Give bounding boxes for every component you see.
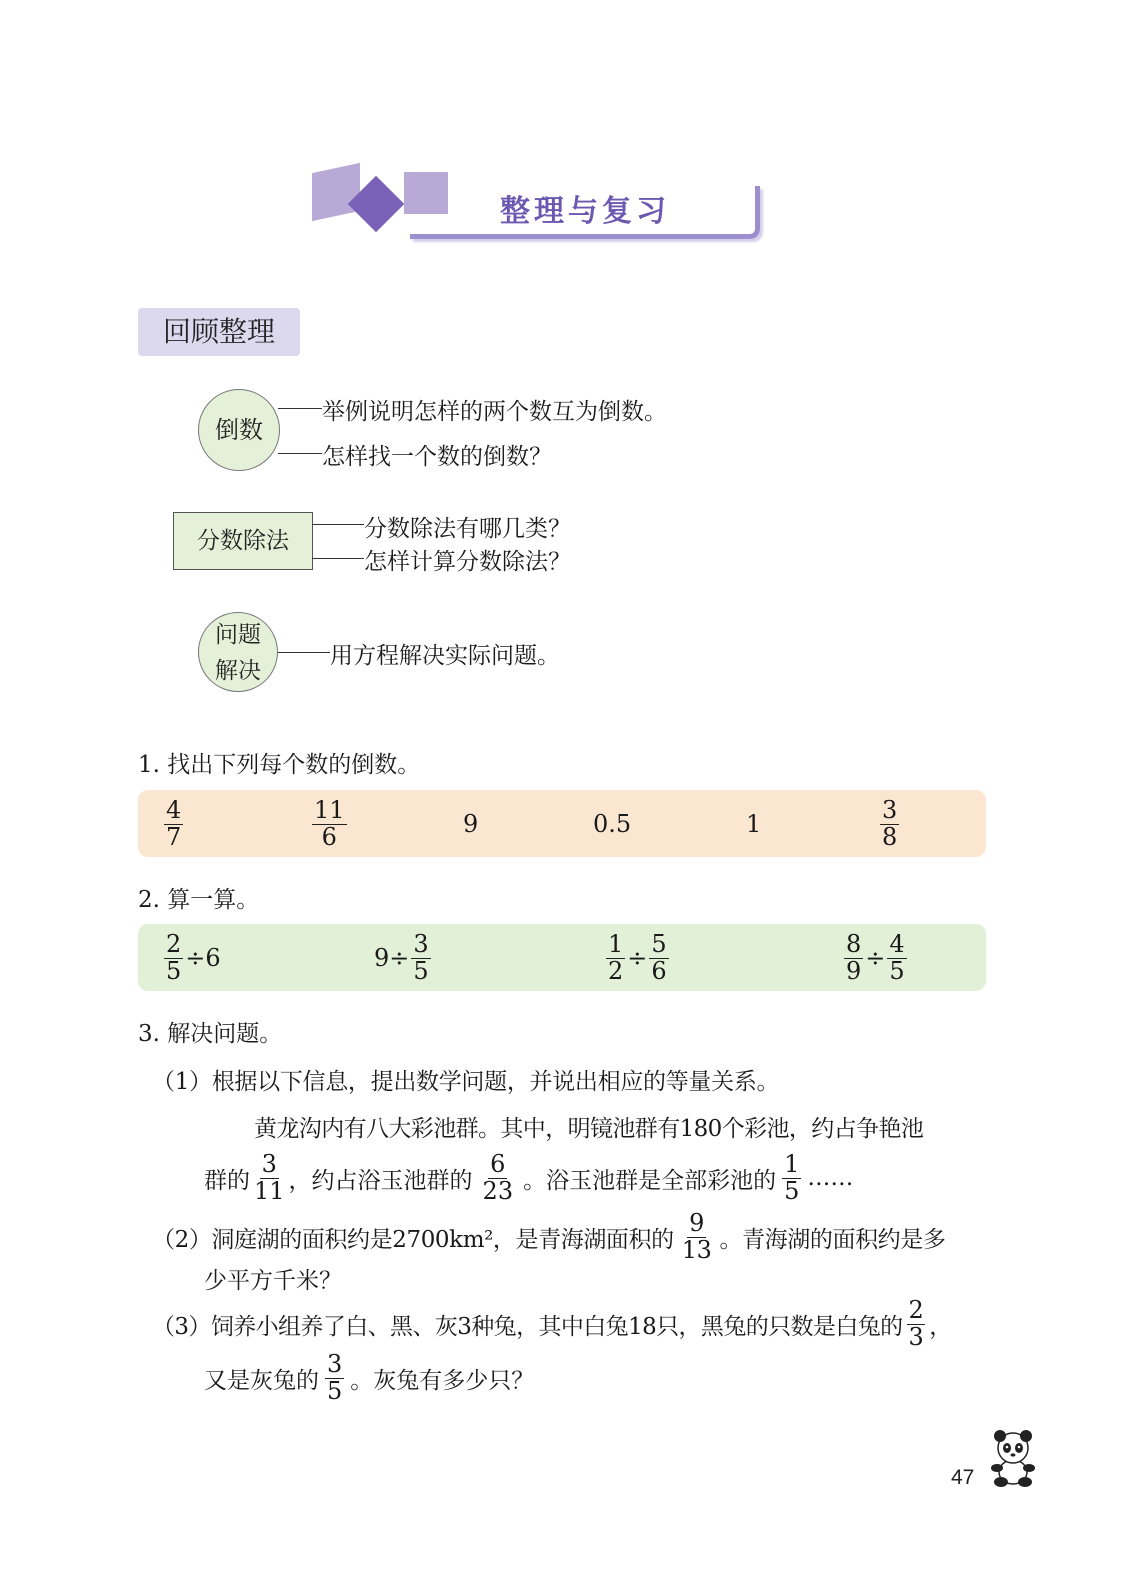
reciprocal-item: 举例说明怎样的两个数互为倒数。 (322, 399, 667, 425)
division-node: 分数除法 (173, 512, 313, 570)
fraction: $\frac{3}{11}$ (254, 1150, 285, 1205)
fraction: $\frac{5}{6}$ (651, 930, 667, 985)
connector-line (278, 453, 322, 454)
q1-number: 9 (463, 810, 479, 838)
q2-expression: 9÷ $\frac{3}{5}$ (374, 930, 429, 985)
header-decoration-square (404, 172, 448, 214)
q2-expression: $\frac{8}{9}$ ÷ $\frac{4}{5}$ (846, 930, 905, 985)
header-decoration-square (312, 163, 360, 221)
question-2-title: 2. 算一算。 (138, 887, 260, 913)
fraction: $\frac{1}{2}$ (608, 930, 624, 985)
division-item: 怎样计算分数除法？ (364, 549, 571, 575)
fraction: $\frac{11}{6}$ (314, 796, 345, 851)
fraction: $\frac{9}{13}$ (681, 1209, 712, 1264)
q3-part-2-line: （2）洞庭湖的面积约是2700km²，是青海湖面积的 $\frac{9}{13}$ 。青海湖的面积约是多 (152, 1209, 946, 1264)
question-1-bar (138, 790, 986, 857)
question-3-title: 3. 解决问题。 (138, 1021, 283, 1047)
fraction: $\frac{3}{8}$ (882, 796, 898, 851)
panda-icon (985, 1428, 1041, 1490)
q3-part-1-intro: （1）根据以下信息，提出数学问题，并说出相应的等量关系。 (152, 1069, 780, 1095)
division-item: 分数除法有哪几类？ (364, 516, 571, 542)
page-number: 47 (951, 1466, 975, 1489)
fraction: $\frac{3}{5}$ (413, 930, 429, 985)
reciprocal-item: 怎样找一个数的倒数？ (322, 444, 552, 470)
fraction: $\frac{4}{5}$ (889, 930, 905, 985)
problem-item: 用方程解决实际问题。 (330, 643, 560, 669)
q1-number: 1 (746, 810, 762, 838)
q1-number: 0.5 (593, 810, 632, 838)
q3-part-2-line: 少平方千米？ (204, 1268, 342, 1294)
q1-number (310, 796, 349, 852)
q3-part-1-line: 黄龙沟内有八大彩池群。其中，明镜池群有180个彩池，约占争艳池 (254, 1116, 924, 1142)
q1-number (878, 796, 901, 852)
q2-expression: $\frac{1}{2}$ ÷ $\frac{5}{6}$ (608, 930, 667, 985)
fraction: $\frac{1}{5}$ (784, 1150, 800, 1205)
fraction: $\frac{3}{5}$ (327, 1350, 343, 1405)
connector-line (278, 652, 330, 653)
node-label-line: 解决 (215, 658, 261, 684)
fraction: $\frac{8}{9}$ (846, 930, 862, 985)
q1-number (162, 796, 185, 852)
connector-line (278, 408, 322, 409)
q3-part-3-line: 又是灰兔的 $\frac{3}{5}$ 。灰兔有多少只？ (204, 1350, 535, 1405)
q3-part-1-line: 群的 $\frac{3}{11}$ ，约占浴玉池群的 $\frac{6}{23}$ 。浴玉池群是全部彩池的 $\frac{1}{5}$ …… (204, 1150, 854, 1205)
fraction: $\frac{2}{5}$ (166, 930, 182, 985)
node-label-line: 问题 (215, 622, 261, 648)
reciprocal-node: 倒数 (198, 389, 280, 471)
q2-expression: $\frac{2}{5}$ ÷6 (166, 930, 221, 985)
fraction: $\frac{4}{7}$ (166, 796, 182, 851)
review-label: 回顾整理 (138, 308, 300, 356)
connector-line (312, 558, 364, 559)
problem-solving-node (198, 612, 278, 692)
question-1-title: 1. 找出下列每个数的倒数。 (138, 752, 421, 778)
fraction: $\frac{2}{3}$ (908, 1296, 924, 1351)
connector-line (312, 524, 364, 525)
section-title: 整理与复习 (500, 194, 670, 229)
fraction: $\frac{6}{23}$ (482, 1150, 514, 1205)
q3-part-3-line: （3）饲养小组养了白、黑、灰3种兔，其中白兔18只，黑兔的只数是白兔的 $\frac{2}{3}$ ， (152, 1296, 952, 1351)
